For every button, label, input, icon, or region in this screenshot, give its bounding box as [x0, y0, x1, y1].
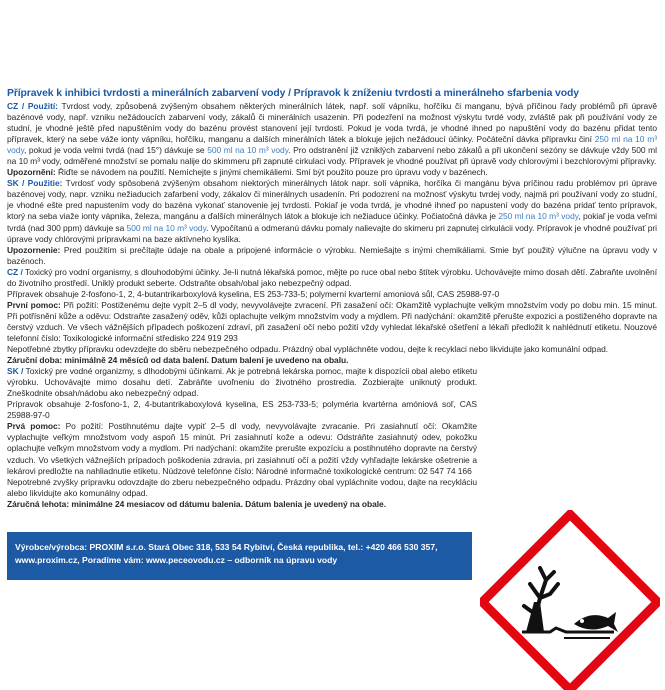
cz-safety-hazard	[7, 267, 657, 289]
sk-first-aid	[7, 421, 477, 476]
sk-shelf-life: Záručná lehota: minimálne 24 mesiacov od dátumu balenia. Dátum balenia je uvedený na obale.	[7, 498, 386, 509]
sk-use-paragraph	[7, 178, 657, 244]
cz-hazard-text: Toxický pro vodní organismy, s dlouhodobými účinky. Je-li nutná lékařská pomoc, mějte po ruce obal nebo štítek výrobku. Uchovávejte mimo dosah dětí. Zabraňte uvolnění do životního prostředí. Uniklý produkt seberte. Odstraňte obsah/obal jako nebezpečný odpad.	[7, 266, 657, 288]
cz-first-aid	[7, 300, 657, 344]
sk-first-aid-text: Po požití: Postihnutému dajte vypiť 2–5 dl vody, nevyvolávajte zvracanie. Pri zasiahnutí očí: Okamžite vyplachujte veľkým množstvom vody aspoň 15 minút. Pri zasiahnutí kože a odevu: Odstráňte zasiahnutý odev, pokožku oplachujte veľkým množstvom vody a mydlom. Pri nadýchaní: okamžite prerušte expozíciu a postihnutého dopravte na čerstvý vzduch. Vo všetkých vážnejších prípadoch poškodenia zdravia, pri zasiahnutí očí a požití vždy vyhľadajte lekárske ošetrenie a lekárovi predložte na nahliadnutie etiketu. Núdzové telefónne číslo: Národné informačné toxikologické centrum: 02 547 74 166	[7, 421, 477, 476]
sk-disposal: Nepotrebné zvyšky prípravku odovzdajte do zberu nebezpečného odpadu. Prázdny obal vypláchnite vodou, dajte na recykláciu alebo likvidujte ako komunálny odpad.	[7, 476, 477, 498]
cz-first-aid-tag: První pomoc:	[7, 299, 61, 310]
cz-use-tag: CZ / Použití:	[7, 101, 58, 111]
cz-safety-tag: CZ /	[7, 266, 23, 277]
sk-use-text-2: , pokiaľ je voda veľmi tvrdá (nad 300 ppm) dávkuje sa	[7, 211, 658, 233]
cz-use-text-2: , pokud je voda velmi tvrdá (nad 15°) dávkuje se	[24, 145, 208, 156]
cz-dose-1: 250 ml na 10 m³ vody	[7, 134, 657, 156]
cz-composition: Přípravek obsahuje 2-fosfono-1, 2, 4-butantrikarboxylová kyselina, ES 253-733-5; polymerní kvarterní amoniová sůl, CAS 25988-97-0	[7, 288, 500, 299]
environment-hazard-icon	[480, 510, 660, 690]
cz-use-paragraph	[7, 101, 657, 167]
label-title: Přípravek k inhibici tvrdosti a minerálních zabarvení vody / Prípravok k zníženiu tvrdosti a minerálneho sfarbenia vody	[7, 88, 579, 99]
cz-dose-2: 500 ml na 10 m³ vody	[207, 145, 289, 156]
sk-use-text: Tvrdosť vody spôsobená zvýšeným obsahom niektorých minerálnych látok napr. solí vápnika, horčíka či mangánu býva príčinou radu problémov pri úprave bazénovej vody, napr. vzniku nežiaducich zafarbení vody, zákalov či minerálnych usadenín. Pri podozrení na možnosť výskytu tvrdej vody, najmä pri používaní vody zo studní, je vhodné ešte pred napustením vody do bazéna vykonať stanovenie jej tvrdosti. Pokiaľ je voda tvrdá, je vhodné ihneď po napustení vody do bazéna pridať tento prípravok, ktorý na seba viaže ionty vápnika, železa, mangánu a ďalších minerálnych látok a blokuje ich nežiaduce účinky. Počiatočná dávka je	[7, 178, 657, 222]
cz-warning-text: Řiďte se návodem na použití. Nemíchejte s jinými chemikáliemi. Smí být použito pouze pro úpravu vody v bazénech.	[55, 167, 488, 178]
sk-use-tag: SK / Použitie:	[7, 178, 63, 189]
cz-warning	[7, 167, 657, 178]
cz-use-text: Tvrdost vody, způsobená zvýšeným obsahem některých minerálních látek, např. solí vápníku, hořčíku či manganu, bývá příčinou řady problémů při úpravě bazénové vody, např. vzniku nežádoucích zabarvení vody, zákalů či minerálních usazenin. Při podezření na možnost výskytu tvrdé vody, zvláště pak při používání vody ze studní, je vhodné ještě před napuštěním vody do bazénu provést stanovení její tvrdosti. Pokud je voda tvrdá, je vhodné ihned po napuštění vody do bazénu přidat tento přípravek, který na sebe váže ionty vápníku, hořčíku, manganu a dalších minerálních látek a blokuje jejich nežádoucí účinky. Počáteční dávka přípravku činí	[7, 101, 657, 145]
sk-safety-block	[7, 366, 477, 510]
sk-warning-text: Pred použitím si prečítajte údaje na obale a pripojené informácie o výrobku. Nemiešajte s inými chemikáliami. Smie byť použitý výlučne na úpravu vody v bazénoch.	[7, 244, 657, 266]
sk-safety-hazard	[7, 366, 477, 399]
sk-dose-2: 500 ml na 10 m³ vody	[126, 222, 207, 233]
sk-warning-tag: Upozornenie:	[7, 244, 61, 255]
sk-warning	[7, 245, 657, 267]
sk-safety-tag: SK /	[7, 366, 24, 377]
cz-first-aid-text: Při požití: Postiženému dejte vypít 2–5 dl vody, nevyvolávejte zvracení. Při zasažení očí: Okamžitě vyplachujte velkým množstvím vody po dobu min. 15 minut. Při potřísnění kůže a oděvu: Odstraňte zasažený oděv, kůži oplachujte velkým množstvím vody a mýdlem. Při nadýchání: okamžitě přerušte expozici a postiženého dopravte na čerstvý vzduch. Ve všech vážnějších případech poškození zdraví, při zasažení očí nebo požití vždy vyhledat lékařské ošetření a lékaři předložit k nahlédnutí etiketu. Nouzové telefonní číslo: Toxikologické informační středisko 224 919 293	[7, 299, 657, 343]
cz-shelf-life: Záruční doba: minimálně 24 měsíců od data balení. Datum balení je uvedeno na obalu.	[7, 355, 349, 366]
sk-use-text-3: . Vypočítanú a odmeranú dávku pomaly nalievajte do skimeru pri zapnutej cirkulácii vody. Prípravok je vhodné používať pri úprave vody chlórovými prípravkami na baze aktívneho kyslíka.	[7, 222, 657, 244]
label-body	[7, 101, 657, 510]
footer-web: www.proxim.cz, Poradíme vám: www.peceovodu.cz – odborník na úpravu vody	[15, 555, 338, 565]
manufacturer-footer	[7, 532, 472, 580]
footer-address: Výrobce/výrobca: PROXIM s.r.o. Stará Obec 318, 533 54 Rybitví, Česká republika, tel.: +420 466 530 357,	[15, 542, 438, 552]
cz-warning-tag: Upozornění:	[7, 167, 56, 178]
sk-first-aid-tag: Prvá pomoc:	[7, 421, 61, 432]
sk-composition: Prípravok obsahuje 2-fosfono-1, 2, 4-butantrikaboxylová kyselina, ES 253-733-5; polyméria kvartérna amóniová soľ, CAS 25988-97-0	[7, 399, 477, 421]
cz-use-text-3: . Pro odstranění již vzniklých zabarvení nebo zákalů a při ukončení sezóny se dávkuje vždy 500 ml na 10 m³ vody, odměřené množství se pomalu nalije do skimmeru při zapnuté cirkulaci vody. Přípravek je vhodné používat při úpravě vody chlorovými i bezchlorovými přípravky.	[7, 145, 657, 167]
sk-hazard-text: Toxický pre vodné organizmy, s dlhodobými účinkami. Ak je potrebná lekárska pomoc, majte k dispozícii obal alebo etiketu výrobku. Uchovávajte mimo dosahu detí. Zabráňte uvoľneniu do životného prostredia. Zozbierajte uniknutý produkt. Zneškodnite obsah/nádobu ako nebezpečný odpad.	[7, 366, 477, 399]
cz-disposal: Nepotřebné zbytky přípravku odevzdejte do sběru nebezpečného odpadu. Prázdný obal vypláchněte vodou, dejte k recyklaci nebo likvidujte jako komunální odpad.	[7, 344, 609, 355]
sk-dose-1: 250 ml na 10 m³ vody	[498, 211, 579, 222]
